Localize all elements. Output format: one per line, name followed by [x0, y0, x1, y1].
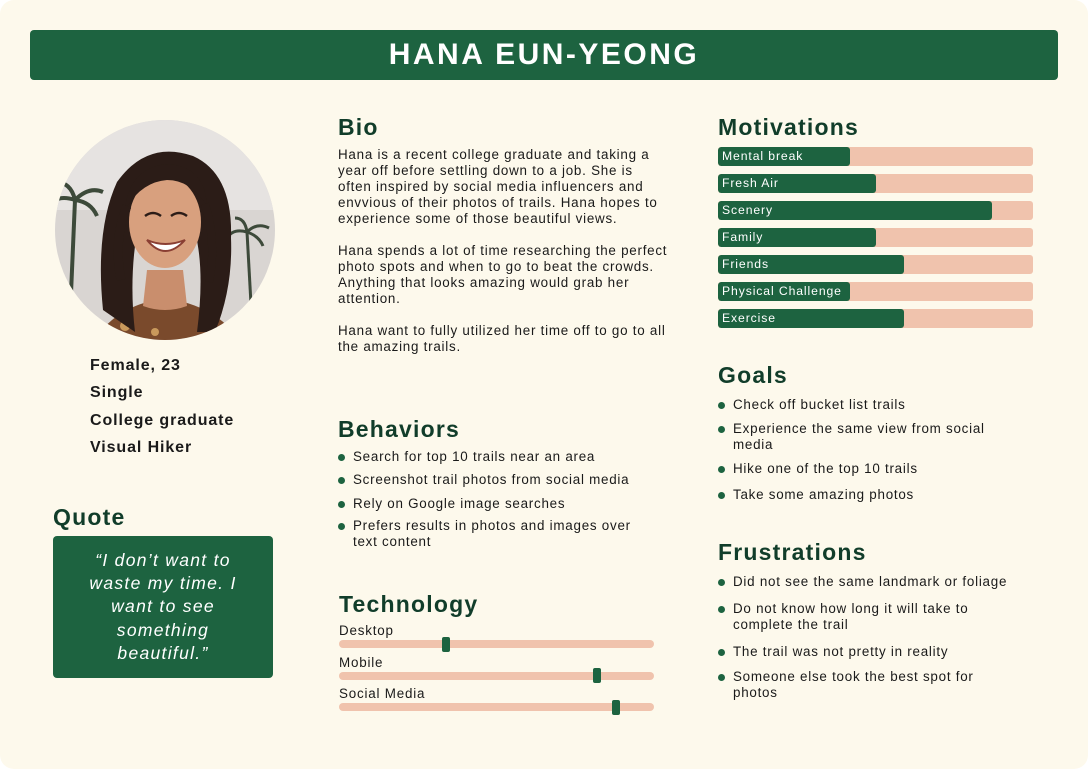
motivations-title: Motivations: [718, 114, 859, 140]
bullet-dot-icon: [718, 606, 725, 613]
behaviors-title: Behaviors: [338, 416, 461, 442]
bio-title: Bio: [338, 114, 379, 140]
persona-name: HANA EUN-YEONG: [388, 38, 700, 71]
list-item: The trail was not pretty in reality: [718, 644, 1013, 660]
list-item: Screenshot trail photos from social media: [338, 472, 638, 488]
bullet-dot-icon: [718, 492, 725, 499]
bullet-dot-icon: [718, 466, 725, 473]
tech-level-marker: [593, 668, 601, 683]
frustrations-title: Frustrations: [718, 539, 867, 565]
demographic-item: College graduate: [90, 411, 235, 429]
bullet-dot-icon: [338, 501, 345, 508]
tech-label: Mobile: [339, 654, 384, 670]
quote-box: [53, 536, 273, 678]
bullet-dot-icon: [718, 649, 725, 656]
motivation-bar: [718, 255, 1033, 274]
tech-track: [339, 672, 654, 680]
list-item: Someone else took the best spot for photos: [718, 669, 1013, 701]
motivation-bar: [718, 309, 1033, 328]
tech-level-marker: [442, 637, 450, 652]
motivation-label: Scenery: [722, 203, 774, 217]
bio-text: [338, 147, 668, 371]
tech-track: [339, 640, 654, 648]
tech-row-mobile: [339, 654, 654, 686]
bio-paragraph: Hana want to fully utilized her time off to go to all the amazing trails.: [338, 323, 666, 354]
motivation-bar: [718, 282, 1033, 301]
list-item: Hike one of the top 10 trails: [718, 461, 1028, 477]
demographic-item: Single: [90, 384, 144, 402]
tech-level-marker: [612, 700, 620, 715]
motivation-label: Physical Challenge: [722, 284, 842, 298]
list-item: Prefers results in photos and images over text content: [338, 518, 638, 550]
motivation-label: Mental break: [722, 149, 804, 163]
tech-row-social-media: [339, 685, 654, 717]
technology-title: Technology: [339, 591, 479, 617]
tech-row-desktop: [339, 622, 654, 654]
quote-text: “I don’t want to waste my time. I want to see something beautiful.”: [89, 549, 237, 663]
tech-label: Social Media: [339, 686, 426, 701]
list-item: Do not know how long it will take to complete the trail: [718, 601, 1013, 633]
motivations-bars: [718, 147, 1033, 336]
goals-list: [718, 397, 1028, 503]
tech-label: Desktop: [339, 623, 394, 638]
list-item: Rely on Google image searches: [338, 496, 638, 512]
bullet-dot-icon: [718, 579, 725, 586]
bullet-dot-icon: [338, 523, 345, 530]
motivation-bar: [718, 174, 1033, 193]
bullet-dot-icon: [718, 674, 725, 681]
behaviors-list: [338, 449, 638, 550]
bio-paragraph: Hana is a recent college graduate and taking a year off before settling down to a job. She is often inspired by social media influencers and envvious of their photos of trails. Hana hopes to experience some of those beautiful views.: [338, 147, 658, 226]
motivation-label: Exercise: [722, 311, 776, 325]
bio-paragraph: Hana spends a lot of time researching the perfect photo spots and when to go to beat the crowds. Anything that looks amazing would grab her attention.: [338, 243, 668, 306]
motivation-bar: [718, 228, 1033, 247]
header-banner: [30, 30, 1058, 80]
tech-track: [339, 703, 654, 711]
bullet-dot-icon: [718, 402, 725, 409]
demographic-item: Female, 23: [90, 357, 181, 374]
bullet-dot-icon: [718, 426, 725, 433]
motivation-bar: [718, 201, 1033, 220]
list-item: Experience the same view from social media: [718, 421, 1028, 453]
list-item: Did not see the same landmark or foliage: [718, 574, 1013, 590]
list-item: Search for top 10 trails near an area: [338, 449, 638, 465]
profile-photo: [55, 120, 275, 340]
motivation-label: Family: [722, 230, 764, 244]
list-item: Check off bucket list trails: [718, 397, 1028, 413]
demographic-item: Visual Hiker: [90, 438, 193, 456]
quote-title: Quote: [53, 504, 126, 530]
motivation-label: Friends: [722, 257, 769, 271]
goals-title: Goals: [718, 362, 788, 388]
list-item: Take some amazing photos: [718, 487, 1028, 503]
bullet-dot-icon: [338, 477, 345, 484]
motivation-label: Fresh Air: [722, 176, 779, 190]
motivation-bar: [718, 147, 1033, 166]
technology-sliders: [339, 622, 654, 717]
bullet-dot-icon: [338, 454, 345, 461]
demographics-list: [90, 356, 234, 465]
frustrations-list: [718, 574, 1013, 701]
